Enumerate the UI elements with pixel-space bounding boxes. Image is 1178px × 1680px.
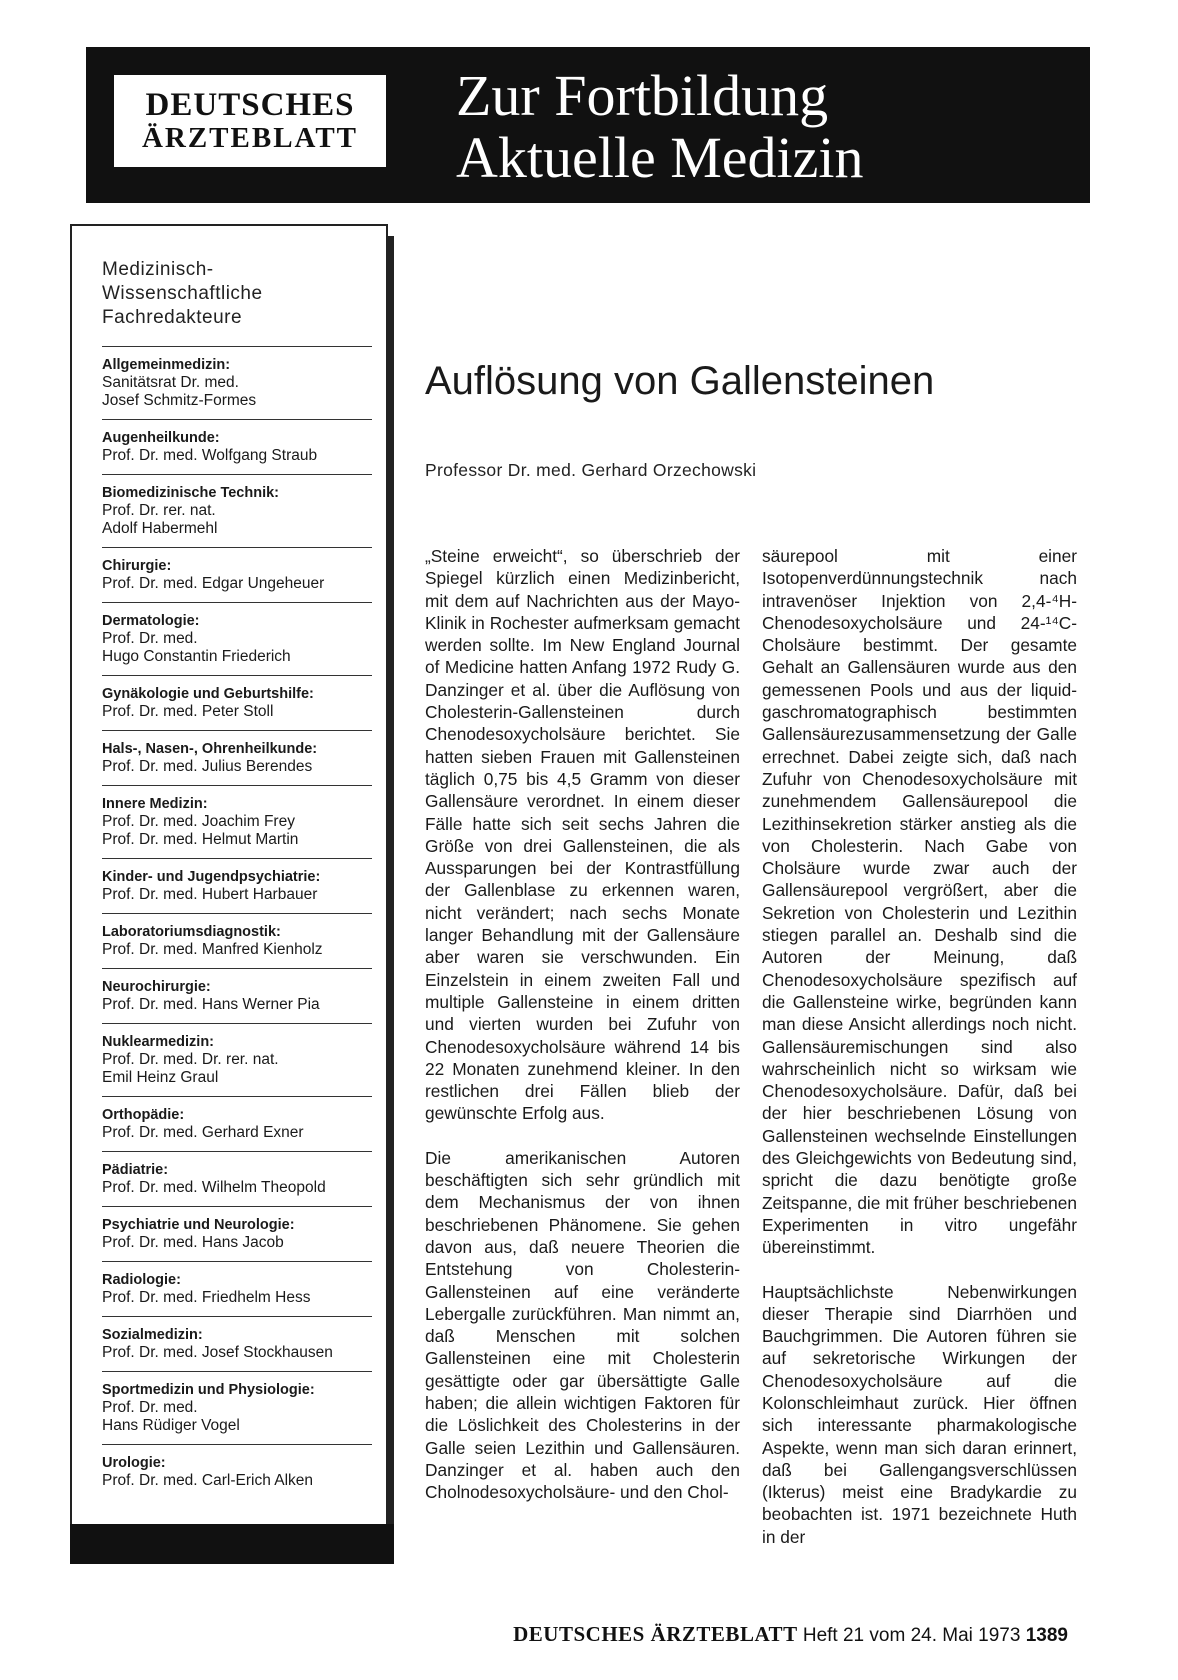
editor-specialty: Pädiatrie: [102, 1162, 169, 1178]
editor-specialty: Augenheilkunde: [102, 430, 220, 446]
editor-specialty: Orthopädie: [102, 1107, 185, 1123]
article-paragraph: Die amerikanischen Autoren beschäftigten sich sehr gründlich mit dem Mechanismus der von ihnen beschriebenen Phänomene. Sie gehen davon aus, daß neuere Theorien die Entstehung von Cholesterin-Gallensteinen auf eine veränderte Lebergalle zurückführen. Man nimmt an, daß Menschen mit solchen Gallensteinen eine mit Cholesterin gesättigte oder gar übersättigte Galle haben; die allein wichtigen Faktoren für die Löslichkeit des Cholesterins in der Galle seien Lezithin und Gallensäuren. Danzinger et al. haben auch den Cholnodesoxycholsäure- und den Chol- [425, 1147, 740, 1503]
editor-name: Prof. Dr. med. Julius Berendes [102, 758, 313, 775]
editor-specialty: Gynäkologie und Geburtshilfe: [102, 686, 314, 702]
editor-name: Josef Schmitz-Formes [102, 392, 257, 409]
editor-name: Prof. Dr. med. Wilhelm Theopold [102, 1179, 326, 1196]
series-title [456, 65, 864, 189]
editor-specialty: Radiologie: [102, 1272, 181, 1288]
editor-entry [102, 914, 372, 969]
editor-specialty: Neurochirurgie: [102, 979, 211, 995]
article-paragraph: Hauptsächlichste Nebenwirkungen dieser Therapie sind Diarrhöen und Bauchgrimmen. Die Autoren führen sie auf sekretorische Wirkungen der Chenodesoxycholsäure auf die Kolonschleimhaut zurück. Hier öffnen sich interessante pharmakologische Aspekte, wenn man sich daran erinnert, daß bei Gallengangsverschlüssen (Ikterus) meist eine Bradykardie zu beobachten ist. 1971 bezeichnete Huth in der [762, 1281, 1077, 1547]
editor-entry [102, 475, 372, 548]
editor-entry [102, 347, 372, 420]
sidebar-heading [102, 258, 372, 347]
article-column-2 [762, 545, 1077, 1570]
editor-entry [102, 1024, 372, 1097]
editor-entry [102, 1207, 372, 1262]
sidebar-shadow-bottom [70, 1524, 394, 1564]
editor-specialty: Kinder- und Jugendpsychiatrie: [102, 869, 321, 885]
page-footer [513, 1622, 1068, 1647]
publication-logo [114, 75, 386, 167]
masthead [86, 47, 1090, 203]
editor-name: Prof. Dr. med. Friedhelm Hess [102, 1289, 311, 1306]
article-author: Professor Dr. med. Gerhard Orzechowski [425, 460, 757, 480]
editor-entry [102, 548, 372, 603]
editor-name: Sanitätsrat Dr. med. [102, 374, 239, 391]
editor-name: Hans Rüdiger Vogel [102, 1417, 240, 1434]
editor-entry [102, 676, 372, 731]
editor-name: Prof. Dr. med. Hans Werner Pia [102, 996, 320, 1013]
editor-specialty: Allgemeinmedizin: [102, 357, 231, 373]
page-number: 1389 [1025, 1625, 1068, 1646]
editor-specialty: Hals-, Nasen-, Ohrenheilkunde: [102, 741, 318, 757]
editor-specialty: Innere Medizin: [102, 796, 208, 812]
logo-line-2: ÄRZTEBLATT [141, 122, 359, 154]
logo-line-1: DEUTSCHES [145, 87, 355, 123]
editor-name: Emil Heinz Graul [102, 1069, 219, 1086]
editor-name: Prof. Dr. med. Edgar Ungeheuer [102, 575, 325, 592]
series-title-line-1: Zur Fortbildung [456, 63, 829, 128]
editor-name: Prof. Dr. med. [102, 1399, 198, 1416]
editor-entry [102, 1152, 372, 1207]
editor-specialty: Laboratoriumsdiagnostik: [102, 924, 281, 940]
article-paragraph: „Steine erweicht“, so überschrieb der Spiegel kürzlich einen Medizinbericht, mit dem auf Nachrichten aus der Mayo-Klinik in Rochester aufmerksam gemacht werden sollte. Im New England Journal of Medicine hatten Anfang 1972 Rudy G. Danzinger et al. über die Auflösung von Cholesterin-Gallensteinen durch Chenodesoxycholsäure berichtet. Sie hatten sieben Frauen mit Gallensteinen täglich 0,75 bis 4,5 Gramm von dieser Gallensäure verordnet. In einem dieser Fälle hatte sich seit sechs Jahren die Größe von drei Gallensteinen, die als Aussparungen bei der Kontrastfüllung der Gallenblase zu erkennen waren, nicht verändert; nach sechs Monate langer Behandlung mit der Gallensäure aber waren sie verschwunden. Ein Einzelstein in einem zweiten Fall und multiple Gallensteine in einem dritten und vierten wurden bei Zufuhr von Chenodesoxycholsäure während 14 bis 22 Monaten zunehmend kleiner. In den restlichen drei Fällen blieb der gewünschte Erfolg aus. [425, 546, 740, 1124]
editor-entry [102, 969, 372, 1024]
editor-entry [102, 1262, 372, 1317]
editor-name: Prof. Dr. med. [102, 630, 198, 647]
article-column-1 [425, 545, 740, 1525]
editor-specialty: Psychiatrie und Neurologie: [102, 1217, 295, 1233]
editor-name: Hugo Constantin Friederich [102, 648, 291, 665]
editor-entry [102, 1372, 372, 1445]
editor-specialty: Urologie: [102, 1455, 166, 1471]
editor-name: Prof. Dr. med. Manfred Kienholz [102, 941, 323, 958]
editor-name: Prof. Dr. med. Peter Stoll [102, 703, 274, 720]
footer-issue: Heft 21 vom 24. Mai 1973 [802, 1625, 1021, 1646]
editor-specialty: Chirurgie: [102, 558, 172, 574]
sidebar-content [102, 258, 372, 1499]
editor-name: Prof. Dr. med. Joachim Frey [102, 813, 295, 830]
editor-specialty: Nuklearmedizin: [102, 1034, 214, 1050]
editor-entry [102, 786, 372, 859]
editor-entry [102, 1097, 372, 1152]
editor-specialty: Dermatologie: [102, 613, 200, 629]
editor-name: Prof. Dr. med. Josef Stockhausen [102, 1344, 333, 1361]
editor-list [102, 347, 372, 1499]
sidebar-shadow-right [386, 236, 394, 1548]
editor-entry [102, 859, 372, 914]
sidebar-heading-line: Wissenschaftliche [102, 283, 263, 304]
article-title: Auflösung von Gallensteinen [425, 359, 935, 403]
editor-name: Prof. Dr. med. Helmut Martin [102, 831, 299, 848]
footer-publication: DEUTSCHES ÄRZTEBLATT [513, 1622, 798, 1646]
editor-entry [102, 731, 372, 786]
editor-entry [102, 420, 372, 475]
editor-specialty: Sozialmedizin: [102, 1327, 203, 1343]
series-title-line-2: Aktuelle Medizin [456, 125, 864, 190]
editor-name: Adolf Habermehl [102, 520, 218, 537]
editor-name: Prof. Dr. med. Dr. rer. nat. [102, 1051, 279, 1068]
editor-specialty: Biomedizinische Technik: [102, 485, 279, 501]
editor-name: Prof. Dr. med. Wolfgang Straub [102, 447, 318, 464]
editor-specialty: Sportmedizin und Physiologie: [102, 1382, 315, 1398]
editors-sidebar [70, 224, 394, 1564]
editor-entry [102, 1317, 372, 1372]
editor-entry [102, 603, 372, 676]
editor-name: Prof. Dr. med. Carl-Erich Alken [102, 1472, 314, 1489]
editor-entry [102, 1445, 372, 1499]
editor-name: Prof. Dr. med. Hans Jacob [102, 1234, 284, 1251]
sidebar-heading-line: Medizinisch- [102, 259, 214, 280]
editor-name: Prof. Dr. med. Gerhard Exner [102, 1124, 304, 1141]
editor-name: Prof. Dr. rer. nat. [102, 502, 216, 519]
article-paragraph: säurepool mit einer Isotopenverdünnungstechnik nach intravenöser Injektion von 2,4-⁴H-Chenodesoxycholsäure und 24-¹⁴C-Cholsäure bestimmt. Der gesamte Gehalt an Gallensäuren wurde aus den gemessenen Pools und aus der liquid-gaschromatographisch bestimmten Gallensäurezusammensetzung der Galle errechnet. Dabei zeigte sich, daß nach Zufuhr von Chenodesoxycholsäure mit zunehmendem Gallensäurepool die Lezithinsekretion stärker anstieg als die von Cholesterin. Nach Gabe von Cholsäure wurde zwar auch der Gallensäurepool vergrößert, aber die Sekretion von Cholesterin und Lezithin stiegen parallel an. Deshalb sind die Autoren der Meinung, daß Chenodesoxycholsäure spezifisch auf die Gallensteine wirke, begründen kann man diese Ansicht allerdings noch nicht. Gallensäuremischungen sind also wahrscheinlich nicht so wirksam wie Chenodesoxycholsäure. Dafür, daß bei der hier beschriebenen Lösung von Gallensteinen wechselnde Einstellungen des Gleichgewichts von Bedeutung sind, spricht die dazu benötigte große Zeitspanne, die mit früher beschriebenen Experimenten in vitro ungefähr übereinstimmt. [762, 546, 1077, 1258]
sidebar-heading-line: Fachredakteure [102, 307, 243, 328]
editor-name: Prof. Dr. med. Hubert Harbauer [102, 886, 318, 903]
